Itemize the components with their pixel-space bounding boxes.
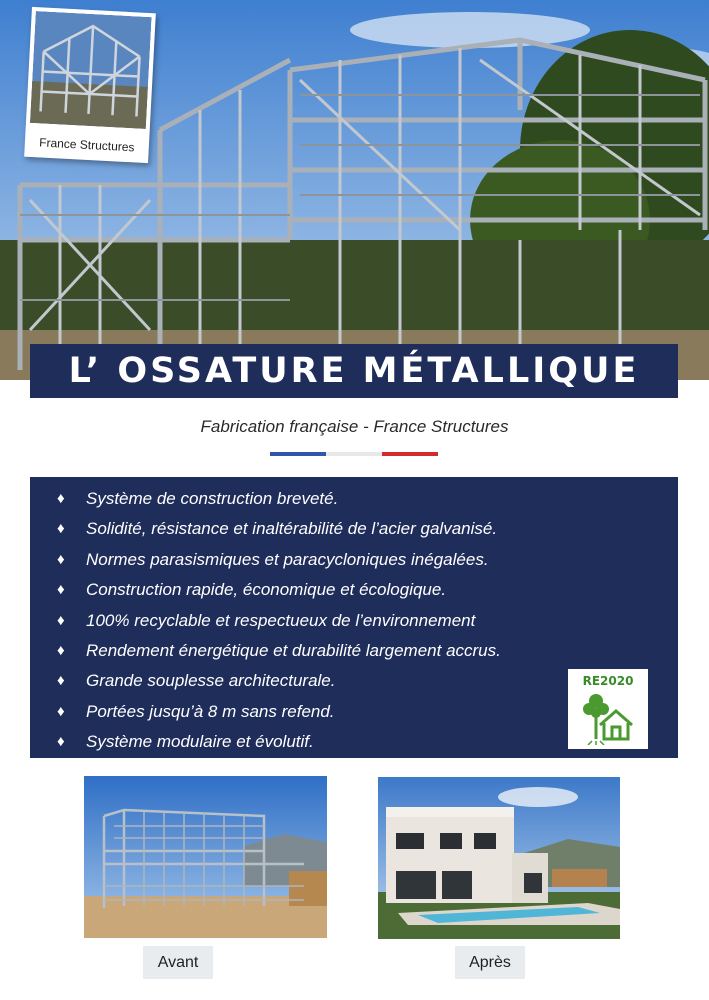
feature-text: Grande souplesse architecturale. [86, 671, 336, 691]
title-banner [30, 344, 678, 398]
feature-text: Portées jusqu’à 8 m sans refend. [86, 701, 335, 721]
feature-text: Construction rapide, économique et écologique. [86, 580, 447, 600]
feature-item [30, 606, 678, 636]
diamond-bullet-icon: ♦ [57, 520, 65, 538]
diamond-bullet-icon: ♦ [57, 581, 65, 599]
diamond-bullet-icon: ♦ [57, 611, 65, 629]
feature-text: Normes parasismiques et paracycloniques inégalées. [86, 549, 489, 569]
features-panel [30, 477, 678, 758]
before-photo [84, 776, 327, 938]
tree-house-icon [582, 691, 634, 745]
after-caption: Après [455, 946, 525, 979]
page-title: L’ OSSATURE MÉTALLIQUE [68, 351, 640, 391]
feature-text: 100% recyclable et respectueux de l’environnement [86, 610, 476, 630]
diamond-bullet-icon: ♦ [57, 733, 65, 751]
feature-text: Rendement énergétique et durabilité largement accrus. [86, 640, 501, 660]
inset-frame-image [30, 11, 152, 129]
diamond-bullet-icon: ♦ [57, 641, 65, 659]
feature-text: Système de construction breveté. [86, 489, 339, 508]
feature-item [30, 514, 678, 544]
flag-white-stripe [326, 452, 382, 456]
diamond-bullet-icon: ♦ [57, 550, 65, 568]
subtitle: Fabrication française - France Structures [200, 417, 509, 436]
feature-item [30, 575, 678, 605]
after-photo [378, 777, 620, 939]
inset-photo [24, 7, 156, 163]
flag-red-stripe [382, 452, 438, 456]
feature-item [30, 636, 678, 666]
feature-text: Système modulaire et évolutif. [86, 732, 314, 752]
feature-text: Solidité, résistance et inaltérabilité de l’acier galvanisé. [86, 519, 498, 539]
feature-item [30, 484, 678, 514]
diamond-bullet-icon: ♦ [57, 490, 65, 507]
french-flag-rule [270, 452, 438, 456]
inset-caption: France Structures [38, 135, 135, 155]
before-caption: Avant [143, 946, 213, 979]
re2020-label: RE2020 [582, 674, 634, 688]
flag-blue-stripe [270, 452, 326, 456]
diamond-bullet-icon: ♦ [57, 672, 65, 690]
feature-item [30, 545, 678, 575]
diamond-bullet-icon: ♦ [57, 702, 65, 720]
re2020-badge [568, 669, 648, 749]
